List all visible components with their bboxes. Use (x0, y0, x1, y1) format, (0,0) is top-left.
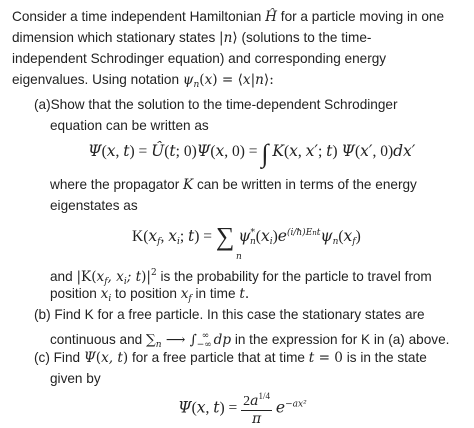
math-sum-to-integral: $\sum_n$ ⟶ $\int_{-\infty}^\infty$ dp (146, 331, 232, 350)
math-notation: $\psi_n(x)$ = ⟨x|n⟩: (182, 72, 274, 90)
math-ket-n: |n⟩ (219, 30, 238, 46)
part-a-line-2: equation can be written as (50, 118, 209, 133)
math-hamiltonian: Ĥ (265, 9, 278, 25)
part-a-line-6: position $x_i$ to position $x_f$ in time t. (50, 286, 250, 304)
part-c-line-2: given by (50, 371, 101, 386)
equation-propagator: $K(x_f$, $x_i$; t) = ∑ $\psi^*_n(x_i)e^{(i/ħ)Ent}\psi_n(x_f)$ n (132, 222, 361, 262)
part-a-line-5: and $|K(x_f$, $x_i$; $t)|^2$ is the probability for the particle to travel from (50, 268, 432, 287)
part-a-line-1: (a)Show that the solution to the time-dependent Schrodinger (34, 97, 398, 112)
intro-line-3: independent Schrodinger equation) and corresponding energy (12, 51, 387, 66)
math-probability: $|K(x_f$, $x_i$; $t)|^2$ (76, 268, 157, 287)
part-b-line-2: continuous and $\sum_n$ ⟶ $\int_{-\infty}^\infty$ dp in the expression for K in (a) above. (50, 331, 450, 350)
part-c-line-1: (c) Find Ψ(x, t) for a free particle that at time t = 0 is in the state (34, 350, 427, 366)
intro-line-4: eigenvalues. Using notation $\psi_n(x)$ = ⟨x|n⟩: (12, 72, 274, 90)
math-k: K (183, 177, 194, 193)
equation-time-evolution: Ψ(x, t) = Û(t; 0)Ψ(x, 0) = ∫ K(x, x′; t) Ψ(x′, 0)dx′ (88, 139, 416, 168)
equation-initial-state: Ψ(x, t) = $\frac{2a^{1/4}}{\pi}$ $e^{-ax^2}$ (178, 391, 307, 427)
part-a-line-4: eigenstates as (50, 198, 138, 213)
part-a-line-3: where the propagator K can be written in terms of the energy (50, 177, 417, 193)
intro-line-1: Consider a time independent Hamiltonian Ĥ for a particle moving in one (12, 9, 445, 25)
part-b-line-1: (b) Find K for a free particle. In this case the stationary states are (34, 307, 425, 322)
intro-line-2: dimension which stationary states |n⟩ (solutions to the time- (12, 30, 372, 46)
